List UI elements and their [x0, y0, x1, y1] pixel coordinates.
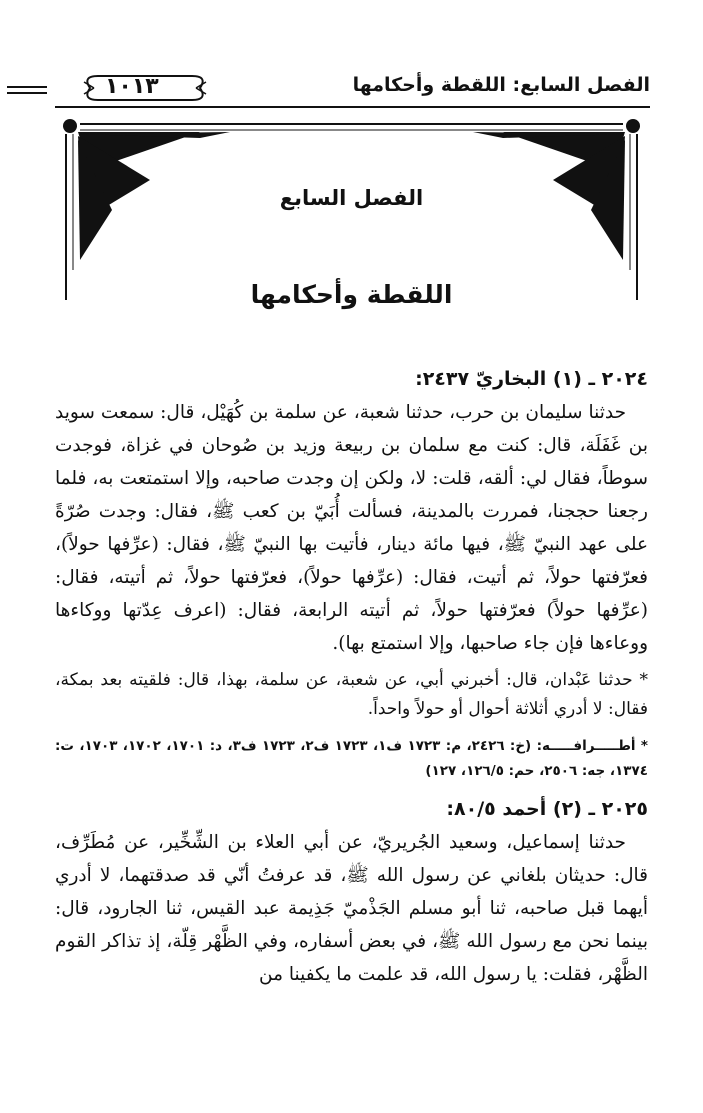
hadith-text-2-body: حدثنا إسماعيل، وسعيد الجُريريّ، عن أبي العلاء بن الشِّخِّير، عن مُطَرِّف، قال: حديثان بلغاني عن رسول الله ﷺ، قد عرفتُ أنّي قد صدقتهما، لا أدري أيهما قبل صاحبه، ثنا أبو مسلم الجَذْميّ جَذِيمة عبد القيس، ثنا الجارود، قال: بينما نحن مع رسول الله ﷺ، في بعض أسفاره، وفي الظَّهْر قِلّة، إذ تذاكر القوم الظَّهْر، فقلت: يا رسول الله، قد علمت ما يكفينا من	[55, 832, 648, 985]
chapter-label: الفصل السابع	[279, 186, 424, 210]
hadith-heading-1: ٢٠٢٤ ـ (١) البخاريّ ٢٤٣٧:	[415, 368, 648, 390]
left-rule-icon	[7, 85, 47, 95]
hadith-text-2	[55, 826, 648, 991]
running-header-title: الفصل السابع: اللقطة وأحكامها	[352, 74, 650, 96]
hadith-note-1	[55, 666, 648, 724]
running-header	[55, 72, 650, 112]
atraf-references: * أطـــــرافـــــه: (خ: ٢٤٢٦، م: ١٧٢٣ ف١، ١٧٢٣ ف٢، ١٧٢٣ ف٣، د: ١٧٠١، ١٧٠٢، ١٧٠٣، ت: ١٣٧٤، جه: ٢٥٠٦، حم: ١٢٦/٥، ١٢٧)	[55, 738, 648, 779]
chapter-title: اللقطة وأحكامها	[250, 280, 453, 309]
header-rule	[55, 106, 650, 108]
hadith-note-1-body: * حدثنا عَبْدان، قال: أخبرني أبي، عن شعبة، عن سلمة، بهذا، قال: فلقيته بعد بمكة، فقال: لا أدري أثلاثة أحوال أو حولاً واحداً.	[55, 670, 648, 719]
page-number: ١٠١٣	[105, 74, 159, 99]
hadith-heading-2: ٢٠٢٥ ـ (٢) أحمد ٨٠/٥:	[446, 798, 648, 820]
page-content	[55, 368, 648, 991]
hadith-text-1-body: حدثنا سليمان بن حرب، حدثنا شعبة، عن سلمة بن كُهَيْل، قال: سمعت سويد بن غَفَلَة، قال: كنت مع سلمان بن ربيعة وزيد بن صُوحان في غزاة، فوجدت سوطاً، فقال لي: ألقه، قلت: لا، ولكن إن وجدت صاحبه، وإلا استمتعت به، فلما رجعنا حججنا، فمررت بالمدينة، فسألت أُبَيّ بن كعب ﷺ، فقال: وجدت صُرّةً على عهد النبيّ ﷺ، فيها مائة دينار، فأتيت بها النبيّ ﷺ، فقال: (عرِّفها حولاً)، فعرّفتها حولاً، ثم أتيت، فقال: (عرِّفها حولاً)، فعرّفتها حولاً، ثم أتيته، فقال: (عرِّفها حولاً) فعرّفتها حولاً، ثم أتيته الرابعة، فقال: (اعرف عِدّتها ووكاءها ووعاءها فإن جاء صاحبها، وإلا استمتع بها).	[55, 402, 648, 654]
hadith-text-1	[55, 396, 648, 660]
